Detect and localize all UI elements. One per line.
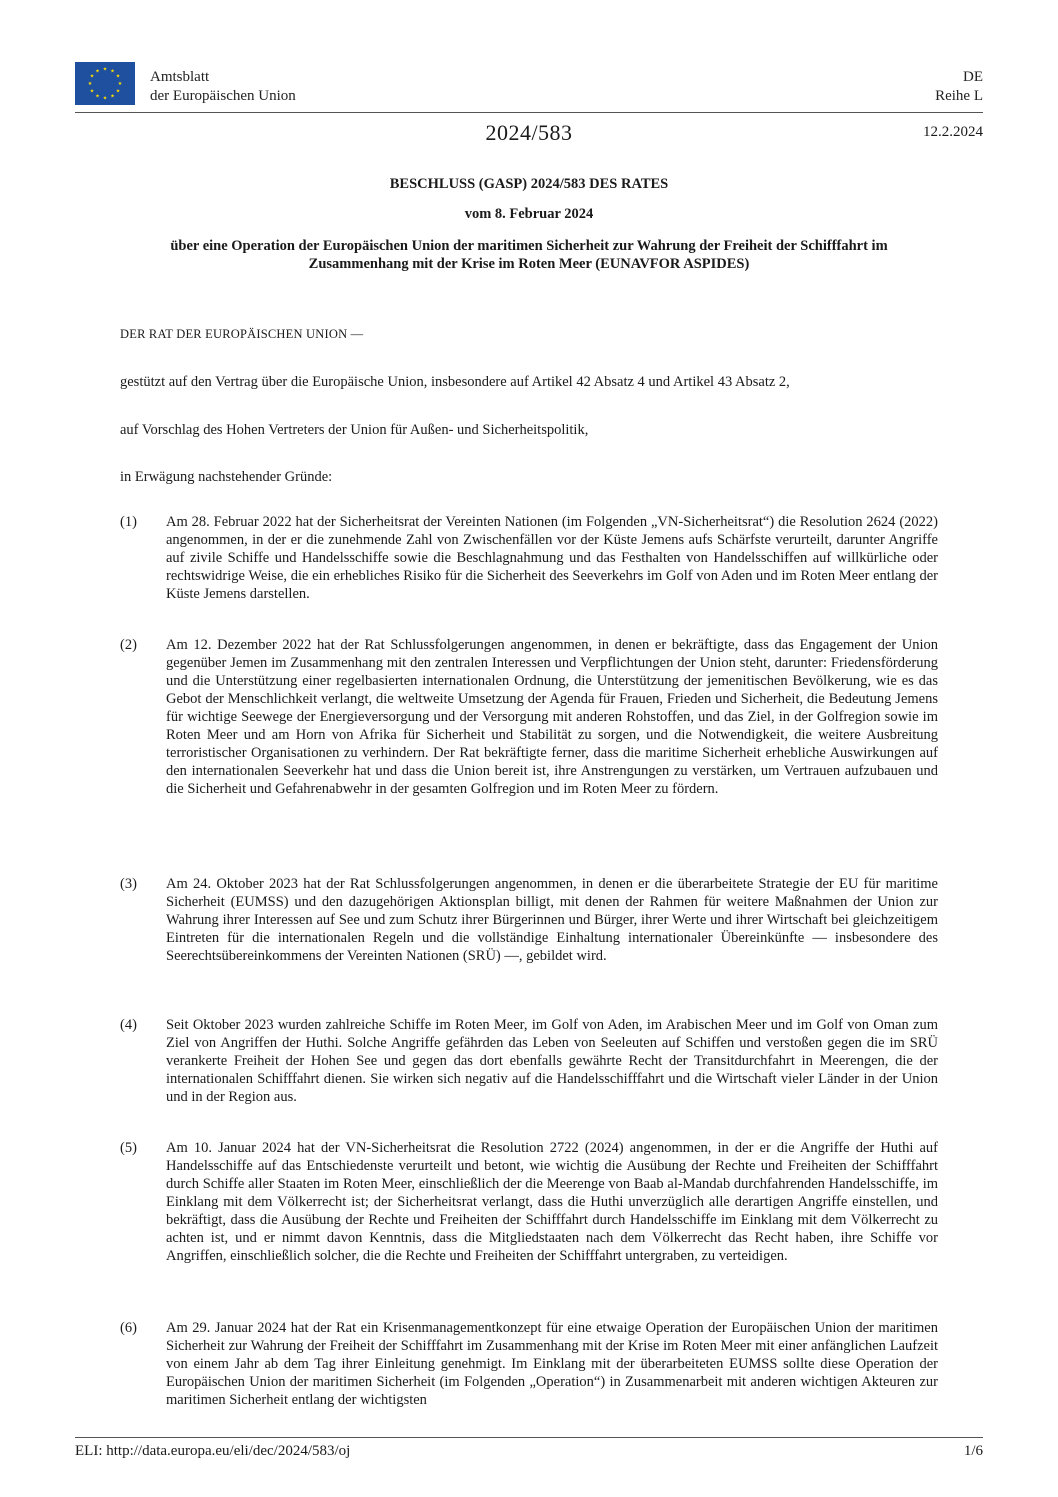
eli-link[interactable]: ELI: http://data.europa.eu/eli/dec/2024/583/oj [75, 1443, 351, 1459]
svg-text:★: ★ [89, 88, 95, 95]
recital-text: Am 24. Oktober 2023 hat der Rat Schlussfolgerungen angenommen, in denen er die überarbeitete Strategie der EU für maritime Sicherheit (EUMSS) und den dazugehörigen Aktionsplan billigt, mit denen der Rahmen für weitere Maßnahmen der Union zur Wahrung ihrer Interessen auf See und zum Schutz ihrer Bürgerinnen und Bürger, ihrer Werte und ihrer Wirtschaft bei gleichzeitigem Eintreten für die internationalen Regeln und die vollständige Einhaltung internationaler Übereinkünfte — insbesondere des Seerechtsübereinkommens der Vereinten Nationen (SRÜ) —, gebildet wird. [166, 876, 938, 964]
language-code: DE [963, 69, 983, 85]
series-label: Reihe L [935, 88, 983, 104]
council-heading: DER RAT DER EUROPÄISCHEN UNION — [120, 327, 364, 341]
svg-text:★: ★ [89, 73, 95, 80]
svg-text:★: ★ [102, 95, 108, 102]
publication-line-1: Amtsblatt [150, 69, 210, 85]
language-series [935, 68, 983, 106]
decision-title: BESCHLUSS (GASP) 2024/583 DES RATES [389, 176, 669, 192]
svg-text:★: ★ [87, 81, 93, 87]
svg-text:★: ★ [115, 73, 121, 80]
svg-text:★: ★ [95, 68, 100, 75]
recital-text: Am 28. Februar 2022 hat der Sicherheitsrat der Vereinten Nationen (im Folgenden „VN-Sicherheitsrat“) die Resolution 2624 (2022) angenommen, in der er die zunehmende Zahl von Zwischenfällen vor der Küste Jemens aufs Schärfste verurteilt, darunter Angriffe auf zivile Schiffe und Handelsschiffe sowie die Beschlagnahmung und das Festhalten von Handelsschiffen auf willkürliche oder rechtswidrige Weise, die ein erhebliches Risiko für die Sicherheit des Seeverkehrs im Golf von Aden und im Roten Meer entlang der Küste Jemens darstellen. [166, 514, 938, 602]
svg-text:★: ★ [110, 93, 115, 100]
decision-date: vom 8. Februar 2024 [464, 206, 594, 222]
citation-proposal: auf Vorschlag des Hohen Vertreters der Union für Außen- und Sicherheitspolitik, [120, 422, 589, 438]
eu-flag-icon [75, 62, 135, 105]
svg-text:★: ★ [102, 66, 108, 73]
svg-text:★: ★ [117, 81, 123, 87]
recital-number: (6) [120, 1320, 137, 1336]
svg-text:★: ★ [95, 93, 100, 100]
page-number: 1/6 [963, 1443, 983, 1459]
citation-treaty: gestützt auf den Vertrag über die Europäische Union, insbesondere auf Artikel 42 Absatz 4 und Artikel 43 Absatz 2, [120, 374, 790, 390]
decision-subject: über eine Operation der Europäischen Union der maritimen Sicherheit zur Wahrung der Freiheit der Schifffahrt im Zusammenhang mit der Krise im Roten Meer (EUNAVFOR ASPIDES) [170, 238, 888, 272]
whereas-intro: in Erwägung nachstehender Gründe: [120, 469, 333, 485]
document-number: 2024/583 [485, 120, 573, 145]
footer-divider [75, 1437, 983, 1438]
svg-text:★: ★ [115, 88, 121, 95]
recital-text: Seit Oktober 2023 wurden zahlreiche Schiffe im Roten Meer, im Golf von Aden, im Arabischen Meer und im Golf von Oman zum Ziel von Angriffen der Huthi. Solche Angriffe gefährden das Leben von Seeleuten auf Schiffen und verstoßen gegen die im SRÜ verankerte Freiheit der Hohen See und gegen das dort ebenfalls gewährte Recht der Transitdurchfahrt in Meerengen, die der internationalen Schifffahrt dienen. Sie wirken sich negativ auf die Handelsschifffahrt und die Wirtschaft vieler Länder in der Union und in der Region aus. [166, 1017, 938, 1105]
recital-text: Am 29. Januar 2024 hat der Rat ein Krisenmanagementkonzept für eine etwaige Operation der Europäischen Union der maritimen Sicherheit zur Wahrung der Freiheit der Schifffahrt im Zusammenhang mit der Krise im Roten Meer mit einer anfänglichen Laufzeit von einem Jahr ab dem Tag ihrer Einleitung genehmigt. Im Einklang mit der überarbeiteten EUMSS sollte diese Operation der Europäischen Union der maritimen Sicherheit (im Folgenden „Operation“) in Zusammenarbeit mit anderen wichtigen Akteuren zur maritimen Sicherheit entlang der wichtigsten [166, 1320, 938, 1408]
recital-number: (4) [120, 1017, 137, 1033]
publication-name [150, 68, 296, 106]
recital-number: (5) [120, 1140, 137, 1156]
title-block [120, 175, 938, 273]
recital-text: Am 12. Dezember 2022 hat der Rat Schlussfolgerungen angenommen, in denen er bekräftigte, dass das Engagement der Union gegenüber Jemen im Zusammenhang mit den zentralen Interessen und Verpflichtungen der Union steht, darunter: Friedensförderung und die Unterstützung einer regelbasierten internationalen Ordnung, die Unterstützung der jemenitischen Bevölkerung, wie es das Gebot der Menschlichkeit verlangt, die weltweite Umsetzung der Agenda für Frauen, Frieden und Sicherheit, die Bedeutung Jemens für wichtige Seewege der Energieversorgung und der Versorgung mit anderen Rohstoffen, und das Ziel, in der Golfregion sowie im Roten Meer und am Horn von Afrika für Sicherheit und Stabilität zu sorgen, und die Notwendigkeit, die weitere Ausbreitung terroristischer Organisationen zu verhindern. Der Rat bekräftigte ferner, dass die maritime Sicherheit erhebliche Auswirkungen auf den internationalen Seeverkehr hat und dass die Union bereit ist, ihre Anstrengungen zu verstärken, um Vertrauen aufzubauen und die Sicherheit und Gefahrenabwehr in der gesamten Golfregion und im Roten Meer zu fördern. [166, 637, 938, 797]
publication-line-2: der Europäischen Union [150, 88, 296, 104]
recital-text: Am 10. Januar 2024 hat der VN-Sicherheitsrat die Resolution 2722 (2024) angenommen, in der er die Angriffe der Huthi auf Handelsschiffe auf das Entschiedenste verurteilt und betont, wie wichtig die Ausübung der Rechte und Freiheiten der Schifffahrt durch Schiffe aller Staaten im Roten Meer, einschließlich der die Meerenge von Baab al-Mandab durchfahrenden Handelsschiffe, im Einklang mit dem Völkerrecht ist; der Sicherheitsrat verlangt, dass die Huthi unverzüglich alle derartigen Angriffe einstellen, und bekräftigt, dass die Ausübung der Rechte und Freiheiten der Schifffahrt durch Handelsschiffe im Einklang mit dem Völkerrecht zu achten ist, und er nimmt davon Kenntnis, dass die Mitgliedstaaten nach dem Völkerrecht das Recht haben, ihre Schiffe vor Angriffen, einschließlich solcher, die die Rechte und Freiheiten der Schifffahrt untergraben, zu verteidigen. [166, 1140, 938, 1264]
document-date: 12.2.2024 [923, 124, 983, 140]
svg-text:★: ★ [110, 68, 115, 75]
recital-number: (1) [120, 514, 137, 530]
recital-number: (2) [120, 637, 137, 653]
header-divider [75, 112, 983, 113]
recital-number: (3) [120, 876, 137, 892]
